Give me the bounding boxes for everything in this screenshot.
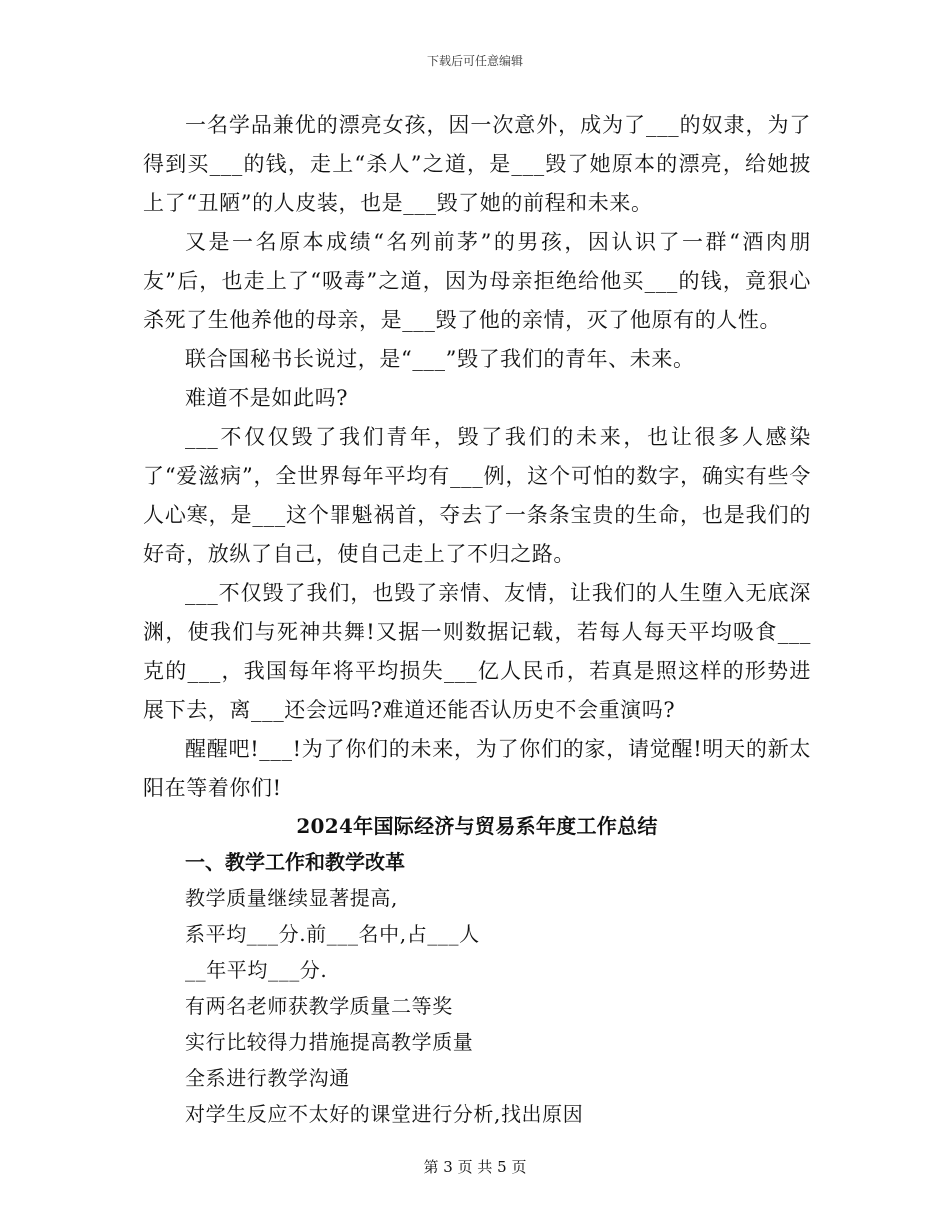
paragraph: 联合国秘书长说过，是“___”毁了我们的青年、未来。 xyxy=(185,347,695,371)
report-line: 实行比较得力措施提高教学质量 xyxy=(185,1030,474,1054)
paragraph: ___不仅毁了我们，也毁了亲情、友情，让我们的人生堕入无底深渊，使我们与死神共舞!又据一则数据记载，若每人每天平均吸食___克的___，我国每年将平均损失___亿人民币，若真是照这样的形势进展下去，离___还会远吗?难道还能否认历史不会重演吗? xyxy=(143,581,811,722)
report-line: 有两名老师获教学质量二等奖 xyxy=(185,994,453,1018)
paragraph: 难道不是如此吗? xyxy=(185,386,349,410)
page-number-footer: 第 3 页 共 5 页 xyxy=(423,1158,527,1176)
report-line: 全系进行教学沟通 xyxy=(185,1066,350,1090)
page-header-note: 下载后可任意编辑 xyxy=(426,54,523,68)
paragraph: 一名学品兼优的漂亮女孩，因一次意外，成为了___的奴隶，为了得到买___的钱，走上“杀人”之道，是___毁了她原本的漂亮，给她披上了“丑陋”的人皮装，也是___毁了她的前程和未来。 xyxy=(143,113,811,215)
document-body xyxy=(143,106,811,1132)
paragraph: ___不仅仅毁了我们青年，毁了我们的未来，也让很多人感染了“爱滋病”，全世界每年平均有___例，这个可怕的数字，确实有些令人心寒，是___这个罪魁祸首，夺去了一条条宝贵的生命，也是我们的好奇，放纵了自己，使自己走上了不归之路。 xyxy=(143,425,811,566)
report-line: 系平均___分.前___名中,占___人 xyxy=(185,922,480,946)
report-line: 教学质量继续显著提高, xyxy=(185,886,398,910)
report-title: 2024年国际经济与贸易系年度工作总结 xyxy=(296,814,658,838)
section-heading: 一、教学工作和教学改革 xyxy=(185,850,405,874)
paragraph: 醒醒吧!___!为了你们的未来，为了你们的家，请觉醒!明天的新太阳在等着你们! xyxy=(143,737,811,800)
paragraph: 又是一名原本成绩“名列前茅”的男孩，因认识了一群“酒肉朋友”后，也走上了“吸毒”之道，因为母亲拒绝给他买___的钱，竟狠心杀死了生他养他的母亲，是___毁了他的亲情，灭了他原有的人性。 xyxy=(143,230,811,332)
report-line: __年平均___分. xyxy=(185,958,328,982)
report-line: 对学生反应不太好的课堂进行分析,找出原因 xyxy=(185,1102,584,1126)
